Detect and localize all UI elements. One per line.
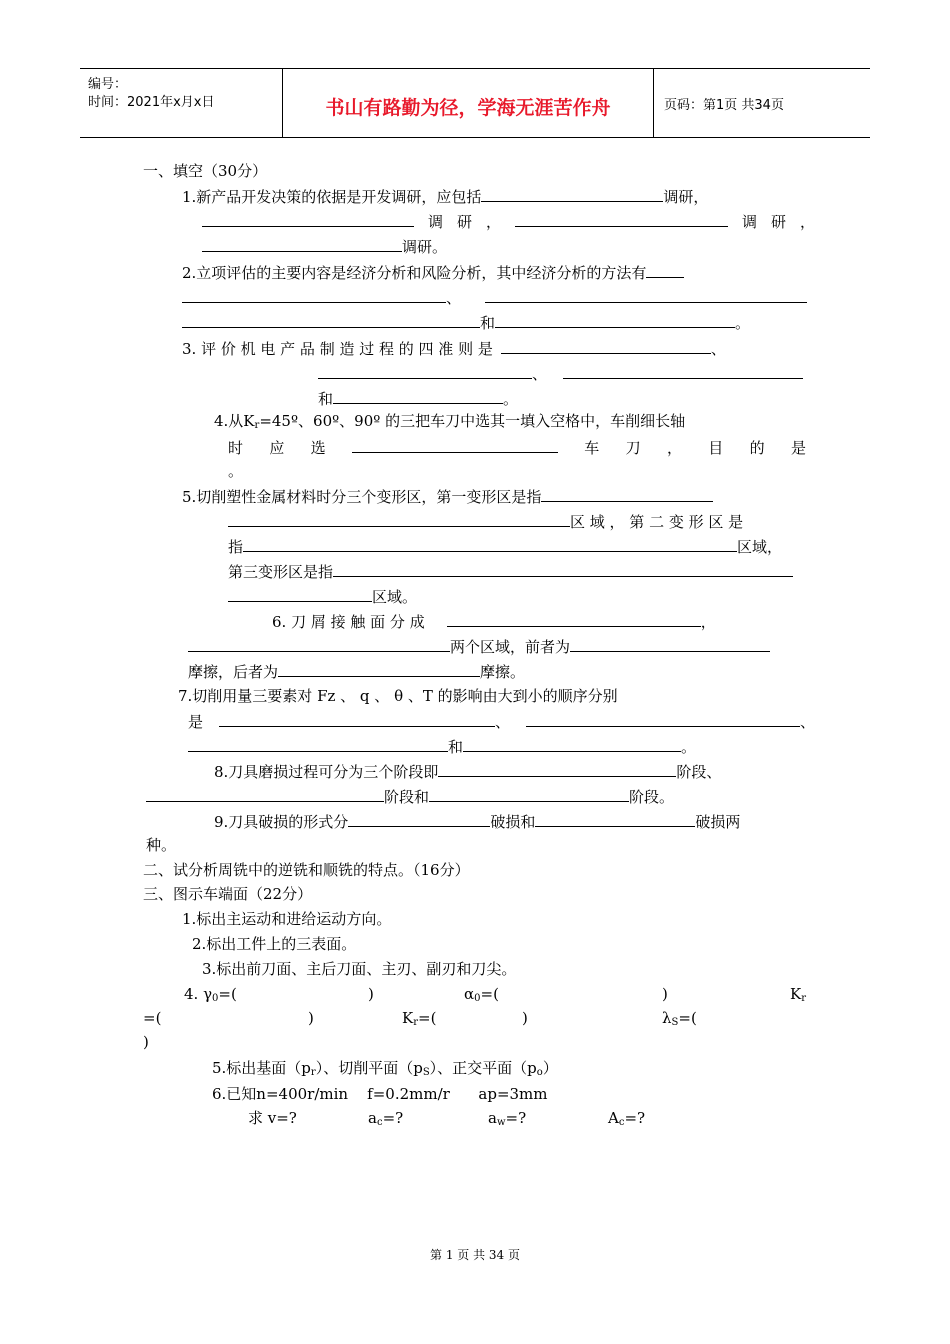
page-footer: 第 1 页 共 34 页 [430,1248,520,1262]
q3-text: 和 [318,390,334,408]
q2-line3 [182,312,750,333]
q1-text: 调研。 [402,238,448,256]
blank [228,511,570,527]
q7-text: 、 [495,713,511,731]
doc-number-label: 编号： [88,77,128,92]
q1-text: 1.新产品开发决策的依据是开发调研，应包括 [182,188,482,206]
q3-text: 、 [532,365,548,383]
blank [438,761,676,777]
s3-item-7-aw: $a_w=$? [488,1109,527,1128]
header-motto: 书山有路勤为径，学海无涯苦作舟 [325,97,611,119]
q1-text: ， [799,213,815,231]
blank [219,711,495,727]
q5-text: 第三变形区是指 [228,563,334,581]
s3-item-4-kr: $K_r$ [790,985,806,1004]
q5-text: 5.切削塑性金属材料时分三个变形区，第一变形区是指 [182,488,542,506]
blank [481,186,663,202]
q1-text: 调研， [663,188,709,206]
q2-line2 [182,287,807,308]
section-1-title: 一、填空（30分） [143,162,268,180]
q1-text: ， [485,213,501,231]
blank [188,636,450,652]
q1-text: 研 [770,213,786,231]
page-header [80,68,870,138]
q5-line1 [182,486,713,507]
q8-text: 8.刀具磨损过程可分为三个阶段即 [214,763,439,781]
q2-text: 和 [480,314,496,332]
q6-text: ， [700,613,716,631]
q9-text: 9.刀具破损的形式分 [214,813,349,831]
blank [535,811,695,827]
q4-text: 时 [228,439,244,457]
q5-text: 区域， [737,538,783,556]
q6-text: 6. 刀 屑 接 触 面 分 成 [272,613,425,631]
s3-item-1: 1.标出主运动和进给运动方向。 [182,910,392,928]
q1-line1 [182,186,708,207]
s3-item-2: 2.标出工件上的三表面。 [192,935,357,953]
q8-line1 [214,761,721,782]
blank [243,536,737,552]
blank [495,312,735,328]
doc-time-label: 时间：2021年x月x日 [88,95,215,110]
q4-text: =45º、60º、90º 的三把车刀中选其一填入空格中，车削细长轴 [259,412,686,430]
q1-text: 研 [456,213,472,231]
q8-text: 阶段、 [676,763,722,781]
q6-line1 [272,611,716,632]
q3-text: 3. 评 价 机 电 产 品 制 造 过 程 的 四 准 则 是 [182,340,493,358]
q7-line2 [188,711,815,732]
blank [202,236,402,252]
q4-text: 车 [584,439,600,457]
q8-line2 [146,786,674,807]
q4-text: 目 [708,439,724,457]
blank [318,363,532,379]
s3-item-4-lambda-close: ) [143,1033,149,1051]
s3-item-6: 6.已知n=400r/min f=0.2mm/r ap=3mm [212,1085,548,1103]
header-motto-cell [283,69,654,137]
blank [146,786,384,802]
q7-line3 [188,736,696,757]
q8-text: 阶段。 [629,788,675,806]
q5-text: 指 [228,538,244,556]
q1-line3 [202,236,447,257]
q3-line3 [318,388,518,409]
q9-line2: 种。 [146,836,177,854]
q1-text: 调 [427,213,443,231]
s3-item-4-gamma: 4. $\gamma_0=$( [184,985,237,1004]
q4-text: 应 [269,439,285,457]
s3-item-4-kr2: $K_r=$( [402,1009,437,1028]
blank [278,661,480,677]
blank [228,586,372,602]
q3-line1 [182,338,726,359]
q3-line2 [318,363,803,384]
header-page-cell [654,69,870,137]
q5-line3 [228,536,782,557]
q2-text: 、 [446,289,462,307]
q5-line4 [228,561,793,582]
s3-item-3: 3.标出前刀面、主后刀面、主刃、副刃和刀尖。 [202,960,517,978]
blank [541,486,713,502]
blank [515,211,728,227]
q7-line1: 7.切削用量三要素对 Fz 、 q 、 θ 、T 的影响由大到小的顺序分别 [178,687,618,705]
q3-text: 。 [503,390,519,408]
blank [188,736,448,752]
blank [333,561,793,577]
blank [501,338,711,354]
s3-item-4-alpha: $\alpha_0=$( [464,985,499,1004]
q4-line2 [228,437,806,458]
q4-text: ， [666,439,682,457]
s3-item-4-gamma-close: ) [368,985,374,1003]
q5-text: 区 域 ， 第 二 变 形 区 是 [570,513,744,531]
q4-text: 刀 [625,439,641,457]
q6-text: 摩擦。 [480,663,526,681]
q5-text: 区域。 [372,588,418,606]
q2-text: 2.立项评估的主要内容是经济分析和风险分析，其中经济分析的方法有 [182,264,647,282]
q4-line3: 。 [228,462,244,480]
s3-item-7-v: 求 v=? [248,1109,297,1127]
header-meta-cell [80,69,283,137]
blank [202,211,414,227]
blank [333,388,503,404]
q4-text: 选 [310,439,326,457]
q9-line1 [214,811,740,832]
blank [463,736,681,752]
blank [526,711,800,727]
q8-text: 阶段和 [384,788,430,806]
blank [447,611,701,627]
blank [182,312,480,328]
q4-text: 是 [790,439,806,457]
q4-text: 4.从K [214,412,255,430]
header-page-info: 页码：第1页 共34页 [664,98,784,113]
blank [646,262,684,278]
s3-item-4-alpha-close: ) [662,985,668,1003]
q4-line1: 4.从$K_r=45º$、60º、90º 的三把车刀中选其一填入空格中，车削细长轴 [214,412,686,431]
q7-text: 。 [681,738,697,756]
q5-line2 [228,511,743,532]
q9-text: 破损两 [695,813,741,831]
section-3-title: 三、图示车端面（22分） [143,885,313,903]
s3-item-7-Ac: $A_c=$? [608,1109,646,1128]
blank [429,786,629,802]
q7-text: 、 [800,713,816,731]
blank [563,363,803,379]
blank [570,636,770,652]
q2-line1 [182,262,684,283]
q3-text: 、 [710,340,726,358]
s3-item-4-kr-open: =( [143,1009,162,1027]
q6-text: 两个区域，前者为 [450,638,571,656]
q7-text: 是 [188,713,204,731]
s3-item-4-kr-close: ) [308,1009,314,1027]
q5-line5 [228,586,417,607]
q1-text: 调 [741,213,757,231]
blank [348,811,490,827]
q1-line2 [202,211,815,232]
q4-text: 的 [749,439,765,457]
blank [182,287,446,303]
q6-line3 [188,661,525,682]
q6-line2 [188,636,770,657]
section-2-title: 二、试分析周铣中的逆铣和顺铣的特点。（16分） [143,861,470,879]
q2-text: 。 [735,314,751,332]
s3-item-4-kr2-close: ) [522,1009,528,1027]
q7-text: 和 [448,738,464,756]
blank [352,437,558,453]
s3-item-7-ac: $a_c=$? [368,1109,404,1128]
q9-text: 破损和 [490,813,536,831]
s3-item-4-lambda: $\lambda_S=$( [662,1009,697,1028]
blank [485,287,807,303]
q6-text: 摩擦，后者为 [188,663,279,681]
s3-item-5: 5.标出基面$(p_r)$、切削平面$(p_S)$、正交平面$(p_o)$ [212,1059,558,1078]
